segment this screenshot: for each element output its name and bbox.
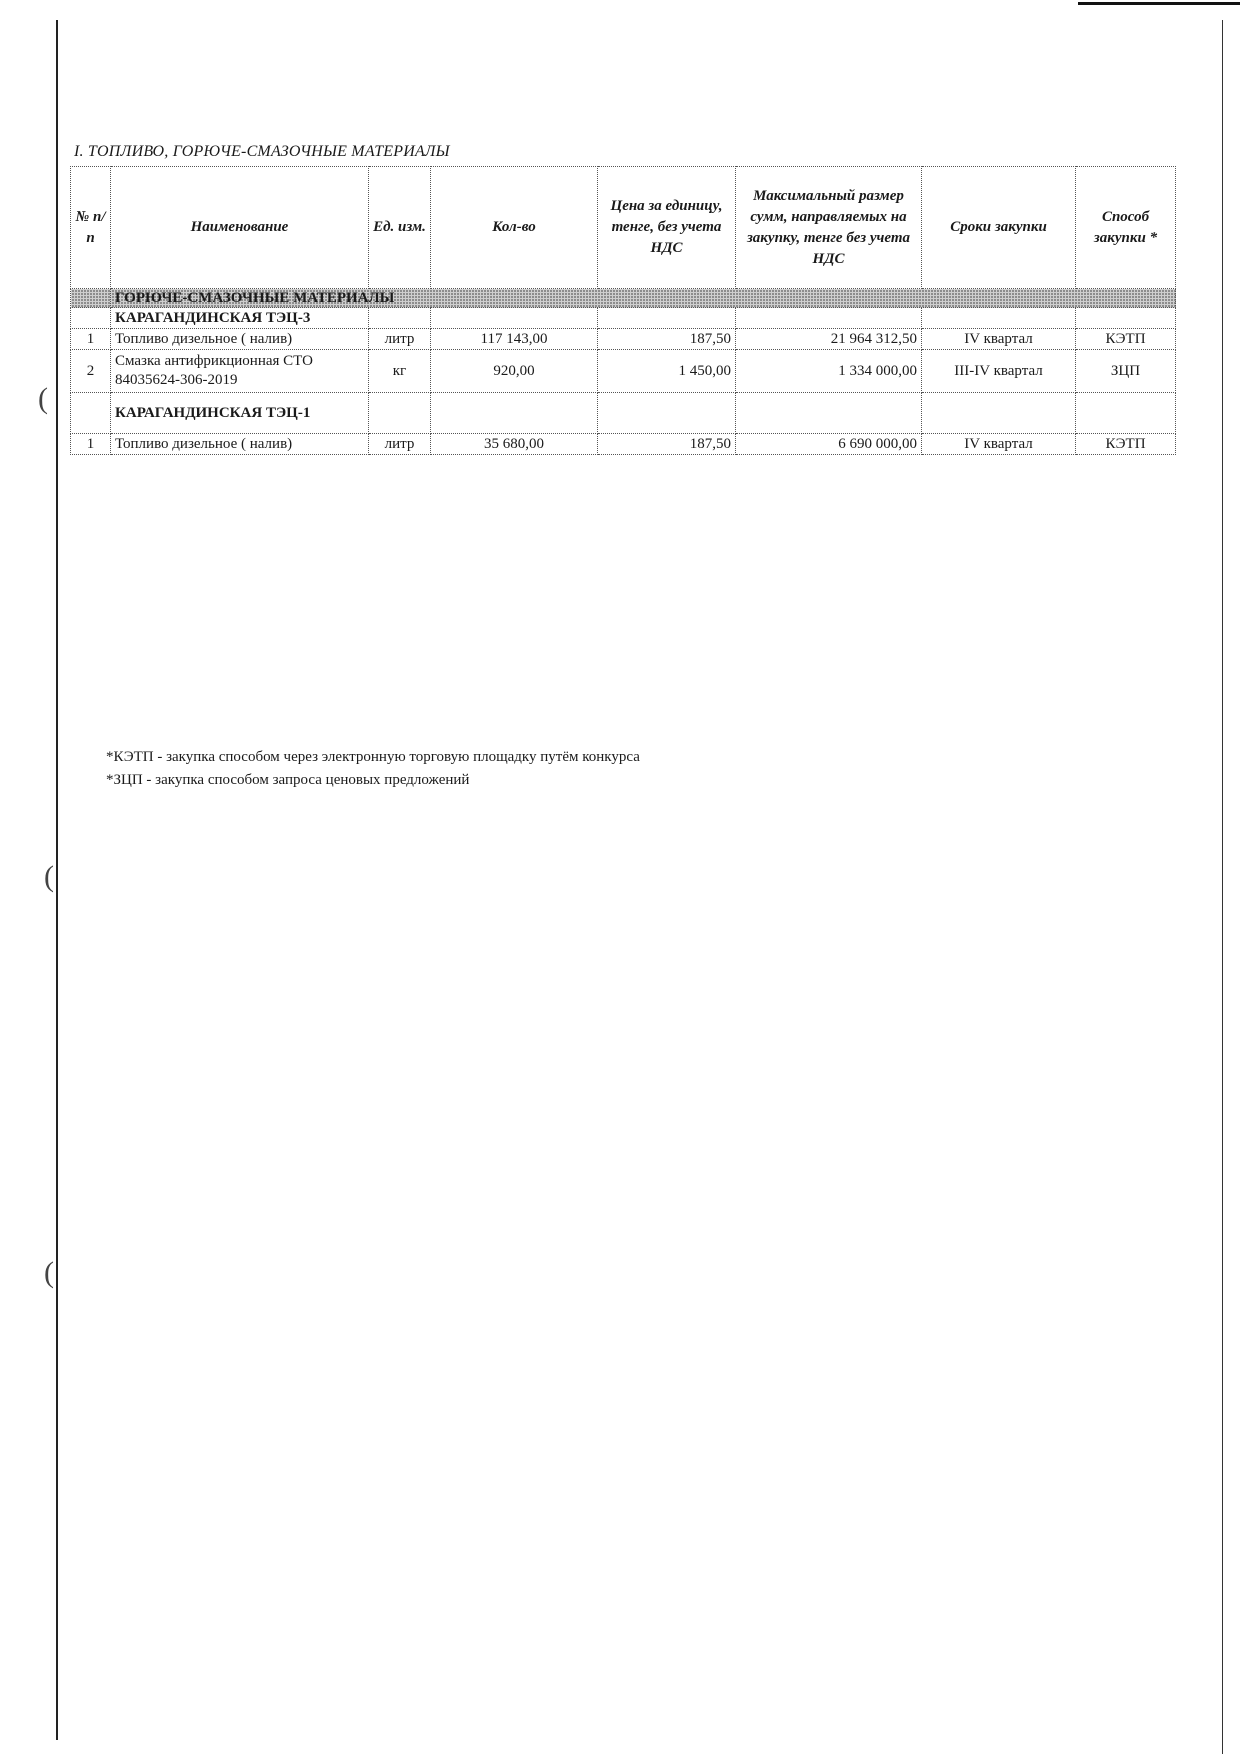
category-label: ГОРЮЧЕ-СМАЗОЧНЫЕ МАТЕРИАЛЫ [111,289,1176,308]
table-row [71,329,1176,350]
item-qty: 35 680,00 [431,434,598,455]
category-row [71,289,1176,308]
footnote-zcp: *ЗЦП - закупка способом запроса ценовых предложений [106,772,470,788]
header-max-sum: Максимальный размер сумм, направляемых на закупку, тенге без учета НДС [736,167,922,289]
location-row [71,308,1176,329]
location-label: КАРАГАНДИНСКАЯ ТЭЦ-1 [111,393,369,434]
item-num: 2 [71,350,111,393]
item-price: 187,50 [598,434,736,455]
item-period: IV квартал [922,329,1076,350]
scan-right-edge [1222,20,1223,1754]
item-sum: 6 690 000,00 [736,434,922,455]
binder-hole-mark: ( [44,860,54,893]
footnotes [106,746,640,792]
item-method: ЗЦП [1076,350,1176,393]
table-row [71,434,1176,455]
item-method: КЭТП [1076,329,1176,350]
header-qty: Кол-во [431,167,598,289]
item-num: 1 [71,434,111,455]
header-num: № п/п [71,167,111,289]
table-row [71,350,1176,393]
location-label: КАРАГАНДИНСКАЯ ТЭЦ-3 [111,308,369,329]
item-period: IV квартал [922,434,1076,455]
binder-hole-mark: ( [44,1256,54,1289]
table-header-row [71,167,1176,289]
location-row [71,393,1176,434]
binder-hole-mark: ( [38,382,48,415]
item-unit: литр [369,434,431,455]
item-method: КЭТП [1076,434,1176,455]
item-qty: 117 143,00 [431,329,598,350]
item-num: 1 [71,329,111,350]
item-period: III-IV квартал [922,350,1076,393]
footnote-ketp: *КЭТП - закупка способом через электронную торговую площадку путём конкурса [106,749,640,765]
header-method: Способ закупки * [1076,167,1176,289]
item-qty: 920,00 [431,350,598,393]
procurement-table [70,166,1176,455]
item-name: Топливо дизельное ( налив) [111,329,369,350]
item-unit: кг [369,350,431,393]
header-price: Цена за единицу, тенге, без учета НДС [598,167,736,289]
header-period: Сроки закупки [922,167,1076,289]
item-name: Топливо дизельное ( налив) [111,434,369,455]
item-name: Смазка антифрикционная СТО 84035624-306-2019 [111,350,369,393]
item-sum: 1 334 000,00 [736,350,922,393]
item-sum: 21 964 312,50 [736,329,922,350]
scan-top-edge [1078,2,1240,5]
scan-left-edge [56,20,58,1740]
item-unit: литр [369,329,431,350]
item-price: 1 450,00 [598,350,736,393]
header-name: Наименование [111,167,369,289]
header-unit: Ед. изм. [369,167,431,289]
item-price: 187,50 [598,329,736,350]
section-title: I. ТОПЛИВО, ГОРЮЧЕ-СМАЗОЧНЫЕ МАТЕРИАЛЫ [74,143,450,160]
